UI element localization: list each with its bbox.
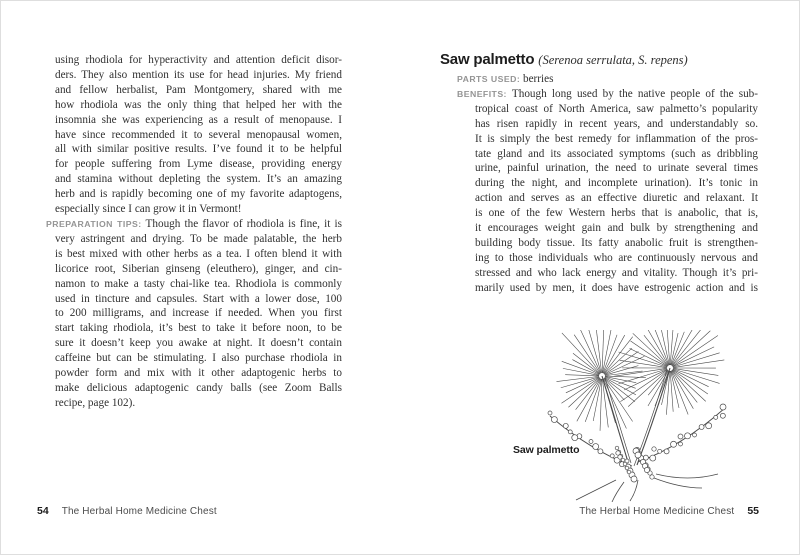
text-line: to 200 milligrams, and increase if needed. When you first <box>55 307 342 320</box>
text-line: for people suffering from Lyme disease, providing energy <box>55 158 342 171</box>
text-line: recipe, page 102). <box>55 396 136 409</box>
text-line: action and serves as an effective diuretic and relaxant. It <box>475 192 758 205</box>
saw-palmetto-illustration <box>520 330 776 502</box>
left-page-footer <box>37 505 217 517</box>
text-line: sure it doesn’t keep you awake at night. It doesn’t contain <box>55 337 342 350</box>
text-line: insomnia she was experiencing as a result of menopause. I <box>55 113 342 126</box>
text-line: ing to those individuals who are continuously nervous and <box>475 251 758 264</box>
section-label: PARTS USED: <box>457 74 521 84</box>
text-line: marily used by men, it does have estrogenic action and is <box>475 281 758 294</box>
text-line: and fellow herbalist, Pam Montgomery, shared with me <box>55 83 342 96</box>
right-page-footer <box>579 505 759 517</box>
text-line: how rhodiola was the only thing that helped her with the <box>55 98 342 111</box>
text-line: stressed and who lack energy and vitality. Though it’s pri- <box>475 266 758 279</box>
herb-entry-heading <box>440 51 760 69</box>
text-line: tate gland and its associated symptoms (such as dribbling <box>475 147 758 160</box>
text-line: especially since I can grow it in Vermont! <box>55 203 242 216</box>
text-line: is one of the few Western herbs that is anabolic, that is, <box>475 207 758 220</box>
text-line: have since recommended it to several menopausal women, <box>55 128 342 141</box>
text-line: urine, painful urination, the need to urinate several times <box>475 162 758 175</box>
text-line: caffeine but can be stimulating. I also purchase rhodiola in <box>55 352 342 365</box>
text-line: PREPARATION TIPS: Though the flavor of rhodiola is fine, it is <box>46 217 342 230</box>
right-page-number: 55 <box>747 505 759 517</box>
text-line: using rhodiola for hyperactivity and attention deficit disor- <box>55 54 342 66</box>
text-line: PARTS USED: berries <box>457 73 554 85</box>
text-line: tropical coast of North America, saw palmetto’s popularity <box>475 102 758 115</box>
paragraph <box>457 72 758 87</box>
paragraph <box>46 53 342 217</box>
herb-name: Saw palmetto <box>440 51 535 68</box>
text-line: and stamina without depleting the system. It’s an amazing <box>55 173 342 186</box>
illustration-caption: Saw palmetto <box>513 444 580 456</box>
right-page-text <box>457 72 758 296</box>
text-line: It is simply the best remedy for inflammation of the pros- <box>475 132 758 145</box>
text-line: start taking rhodiola, it’s best to take it before noon, to be <box>55 322 342 335</box>
left-page-text <box>46 53 342 411</box>
text-line: very astringent and drying. To be made palatable, the herb <box>55 232 342 245</box>
paragraph <box>457 87 758 296</box>
book-title-footer: The Herbal Home Medicine Chest <box>61 506 217 517</box>
text-line: is best mixed with other herbs as a tea. I often blend it with <box>55 247 342 260</box>
text-line: make delicious adaptogenic candy balls (see Zoom Balls <box>55 381 342 394</box>
left-page-number: 54 <box>37 505 49 517</box>
herb-latin-name: (Serenoa serrulata, S. repens) <box>538 53 688 67</box>
text-line: during the night, and incomplete urination). It’s tonic in <box>475 177 758 190</box>
text-line: has risen rapidly in recent years, and understandably so. <box>475 117 758 130</box>
section-label: PREPARATION TIPS: <box>46 218 142 229</box>
text-line: powder form and mix with it other adaptogenic herbs to <box>55 367 342 380</box>
text-line: herb and is rapidly becoming one of my favorite adaptogens, <box>55 188 342 201</box>
book-title-footer: The Herbal Home Medicine Chest <box>579 506 735 517</box>
paragraph <box>46 217 342 411</box>
text-line: it encourages weight gain and bulk by strengthening and <box>475 222 758 235</box>
text-line: BENEFITS: Though long used by the native people of the sub- <box>457 87 758 100</box>
text-line: namon to make a tasty chai-like tea. Rhodiola is commonly <box>55 277 342 290</box>
text-line: licorice root, Siberian ginseng (eleuthero), ginger, and cin- <box>55 262 342 275</box>
section-label: BENEFITS: <box>457 88 507 99</box>
text-line: used in tincture and capsules. Start with a lower dose, 100 <box>55 292 342 305</box>
text-line: ders. They also mention its use for head injuries. My friend <box>55 68 342 81</box>
text-line: building body tissue. Its fatty anabolic fruit is strengthen- <box>475 236 758 249</box>
text-line: all with similar positive results. I’ve found it to be helpful <box>55 143 342 156</box>
